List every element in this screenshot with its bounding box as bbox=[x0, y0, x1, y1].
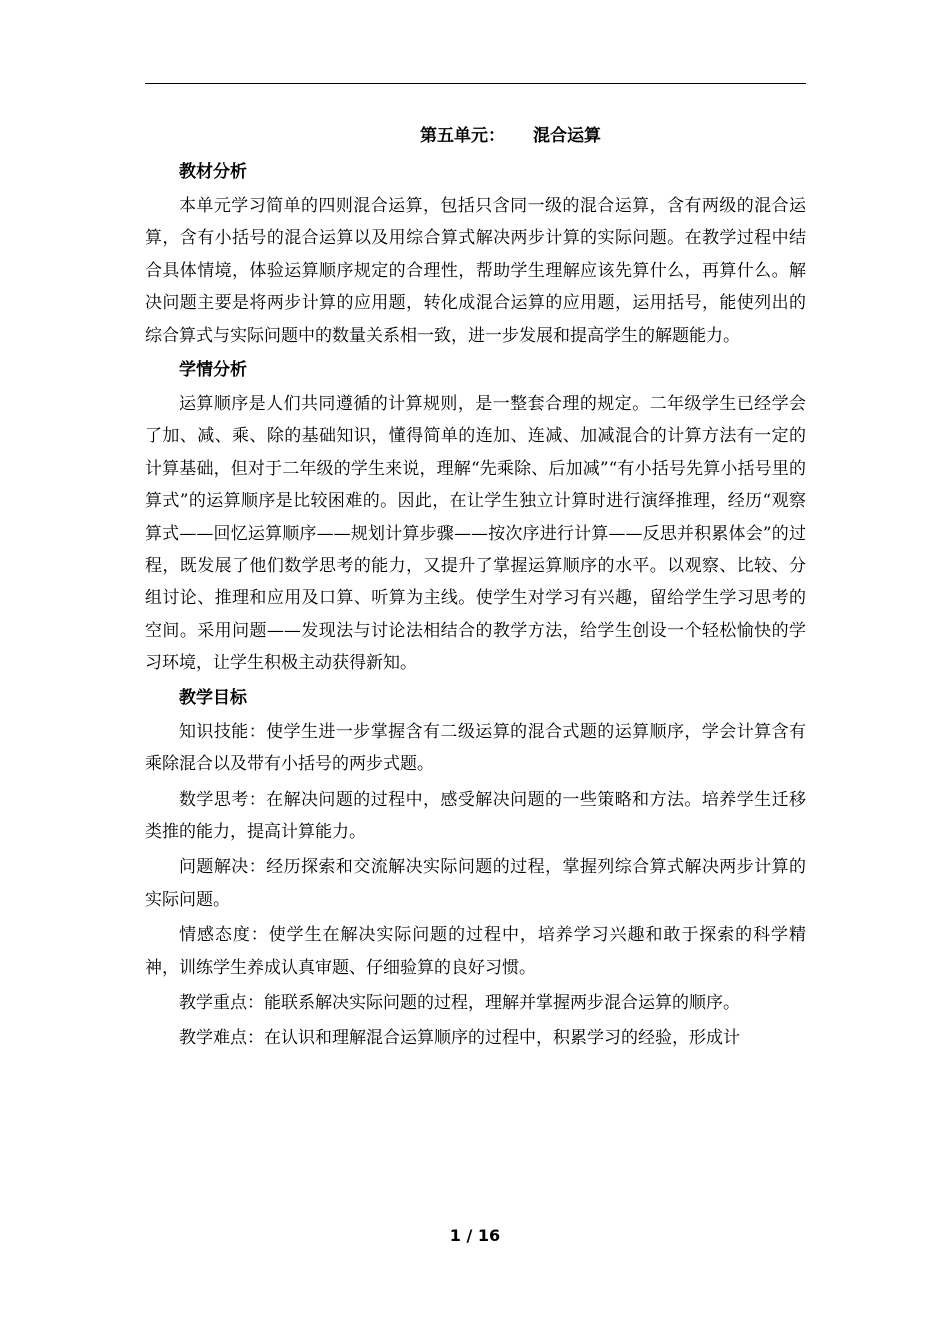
title-topic: 混合运算 bbox=[533, 126, 601, 146]
document-body bbox=[145, 118, 806, 1055]
paragraph: 本单元学习简单的四则混合运算，包括只含同一级的混合运算，含有两级的混合运算，含有小括号的混合运算以及用综合算式解决两步计算的实际问题。在教学过程中结合具体情境，体验运算顺序规定的合理性，帮助学生理解应该先算什么，再算什么。解决问题主要是将两步计算的应用题，转化成混合运算的应用题，运用括号，能使列出的综合算式与实际问题中的数量关系相一致，进一步发展和提高学生的解题能力。 bbox=[145, 196, 806, 346]
page-number: 1 / 16 bbox=[449, 1226, 501, 1245]
page-title bbox=[145, 118, 806, 154]
paragraph: 问题解决：经历探索和交流解决实际问题的过程，掌握列综合算式解决两步计算的实际问题。 bbox=[145, 857, 806, 910]
header-rule bbox=[145, 83, 806, 84]
section-heading-textbook-analysis: 教材分析 bbox=[179, 162, 247, 182]
paragraph: 知识技能：使学生进一步掌握含有二级运算的混合式题的运算顺序，学会计算含有乘除混合以及带有小括号的两步式题。 bbox=[145, 721, 806, 775]
paragraph: 教学难点：在认识和理解混合运算顺序的过程中，积累学习的经验，形成计 bbox=[179, 1028, 740, 1049]
paragraph: 运算顺序是人们共同遵循的计算规则，是一整套合理的规定。二年级学生已经学会了加、减、乘、除的基础知识，懂得简单的连加、连减、加减混合的计算方法有一定的计算基础，但对于二年级的学生来说，理解“先乘除、后加减”“有小括号先算小括号里的算式”的运算顺序是比较困难的。因此，在让学生独立计算时进行演绎推理，经历“观察算式——回忆运算顺序——规划计算步骤——按次序进行计算——反思并积累体会”的过程，既发展了他们数学思考的能力，又提升了掌握运算顺序的水平。以观察、比较、分组讨论、推理和应用及口算、听算为主线。使学生对学习有兴趣，留给学生学习思考的空间。采用问题——发现法与讨论法相结合的教学方法，给学生创设一个轻松愉快的学习环境，让学生积极主动获得新知。 bbox=[145, 394, 806, 674]
paragraph: 数学思考：在解决问题的过程中，感受解决问题的一些策略和方法。培养学生迁移类推的能力，提高计算能力。 bbox=[145, 789, 806, 842]
section-heading-student-analysis: 学情分析 bbox=[179, 360, 247, 381]
section-heading-teaching-goals: 教学目标 bbox=[179, 687, 247, 708]
paragraph: 教学重点：能联系解决实际问题的过程，理解并掌握两步混合运算的顺序。 bbox=[179, 992, 740, 1013]
title-unit: 第五单元： bbox=[420, 126, 505, 146]
paragraph: 情感态度：使学生在解决实际问题的过程中，培养学习兴趣和敢于探索的科学精神，训练学生养成认真审题、仔细验算的良好习惯。 bbox=[145, 925, 806, 978]
